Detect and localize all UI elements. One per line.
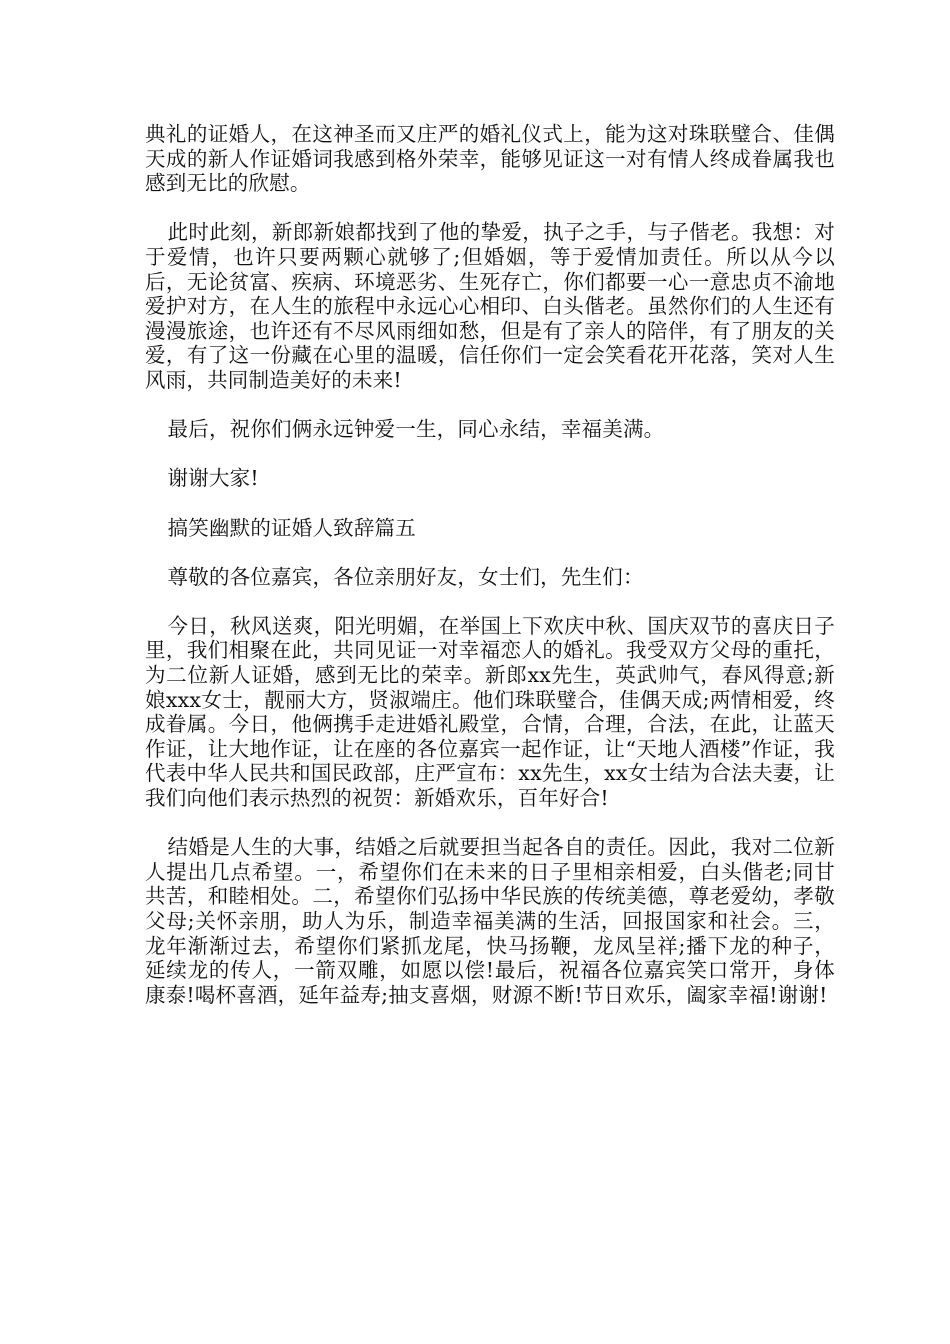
section-heading: 搞笑幽默的证婚人致辞篇五 xyxy=(167,515,416,540)
document-body xyxy=(145,122,835,1032)
paragraph-thanks: 谢谢大家! xyxy=(167,466,259,491)
paragraph-continuation: 典礼的证婚人，在这神圣而又庄严的婚礼仪式上，能为这对珠联璧合、佳偶天成的新人作证婚词我感到格外荣幸，能够见证这一对有情人终成眷属我也感到无比的欣慰。 xyxy=(145,122,835,196)
paragraph-salutation: 尊敬的各位嘉宾，各位亲朋好友，女士们，先生们： xyxy=(167,564,644,589)
paragraph-final-blessing: 最后，祝你们俩永远钟爱一生，同心永结，幸福美满。 xyxy=(167,417,665,442)
paragraph-love-and-responsibility: 此时此刻，新郎新娘都找到了他的挚爱，执子之手，与子偕老。我想：对于爱情，也许只要两颗心就够了;但婚姻，等于爱情加责任。所以从今以后，无论贫富、疾病、环境恶劣、生死存亡，你们都要一心一意忠贞不渝地爱护对方，在人生的旅程中永远心心相印、白头偕老。虽然你们的人生还有漫漫旅途，也许还有不尽风雨细如愁，但是有了亲人的陪伴，有了朋友的关爱，有了这一份藏在心里的温暖，信任你们一定会笑看花开花落，笑对人生风雨，共同制造美好的未来! xyxy=(145,220,835,392)
paragraph-ceremony-declaration: 今日，秋风送爽，阳光明媚，在举国上下欢庆中秋、国庆双节的喜庆日子里，我们相聚在此，共同见证一对幸福恋人的婚礼。我受双方父母的重托，为二位新人证婚，感到无比的荣幸。新郎xx先生，英武帅气，春风得意;新娘xxx女士，靓丽大方，贤淑端庄。他们珠联璧合，佳偶天成;两情相爱，终成眷属。今日，他俩携手走进婚礼殿堂，合情，合理，合法，在此，让蓝天作证，让大地作证，让在座的各位嘉宾一起作证，让“天地人酒楼”作证，我代表中华人民共和国民政部，庄严宣布：xx先生，xx女士结为合法夫妻，让我们向他们表示热烈的祝贺：新婚欢乐，百年好合! xyxy=(145,613,835,811)
paragraph-hopes-and-wishes: 结婚是人生的大事，结婚之后就要担当起各自的责任。因此，我对二位新人提出几点希望。一，希望你们在未来的日子里相亲相爱，白头偕老;同甘共苦，和睦相处。二，希望你们弘扬中华民族的传统美德，尊老爱幼，孝敬父母;关怀亲朋，助人为乐，制造幸福美满的生活，回报国家和社会。三，龙年渐渐过去，希望你们紧抓龙尾，快马扬鞭，龙凤呈祥;播下龙的种子，延续龙的传人，一箭双雕，如愿以偿!最后，祝福各位嘉宾笑口常开，身体康泰!喝杯喜酒，延年益寿;抽支喜烟，财源不断!节日欢乐，阖家幸福!谢谢! xyxy=(145,835,835,1007)
